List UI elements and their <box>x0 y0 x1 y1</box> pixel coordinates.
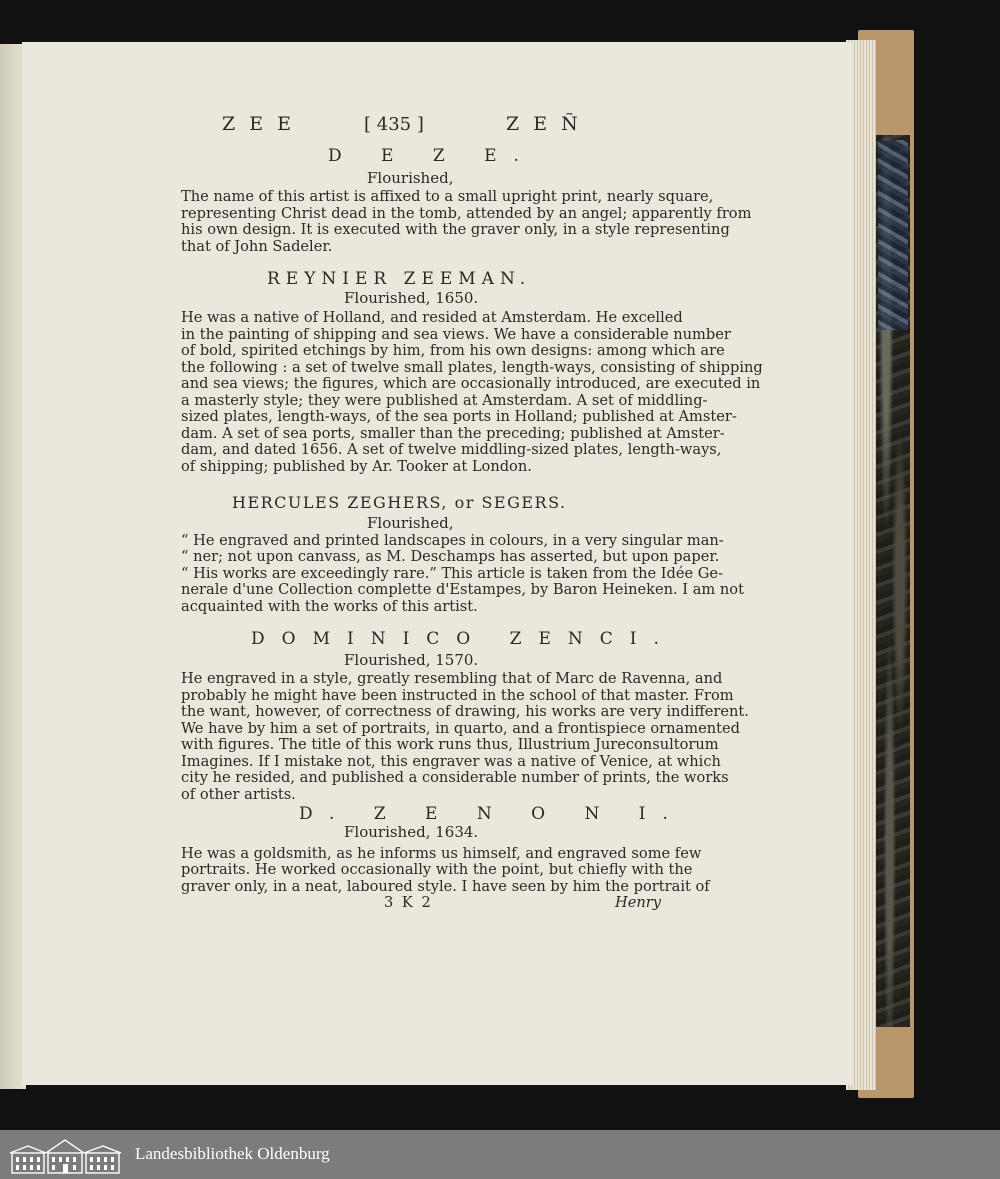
text-line: He was a goldsmith, as he informs us himself, and engraved some few <box>181 845 702 862</box>
text-line: nerale d'une Collection complette d'Estampes, by Baron Heineken. I am not <box>181 581 744 598</box>
text-line: portraits. He worked occasionally with the point, but chiefly with the <box>181 861 693 878</box>
text-line: the following : a set of twelve small plates, length-ways, consisting of shipping <box>181 359 763 376</box>
library-footer-bar <box>0 1130 1000 1179</box>
entry-name: D. Z E N O N I. <box>299 804 685 824</box>
text-line: in the painting of shipping and sea views. We have a considerable number <box>181 326 731 343</box>
text-line: graver only, in a neat, laboured style. I have seen by him the portrait of <box>181 878 710 895</box>
text-line: representing Christ dead in the tomb, attended by an angel; apparently from <box>181 205 752 222</box>
text-line: “ ner; not upon canvass, as M. Deschamps has asserted, but upon paper. <box>181 548 720 565</box>
text-line: We have by him a set of portraits, in quarto, and a frontispiece ornamented <box>181 720 740 737</box>
entry-name: REYNIER ZEEMAN. <box>267 269 532 289</box>
catchword: Henry <box>615 894 661 911</box>
text-line: a masterly style; they were published at Amsterdam. A set of middling- <box>181 392 708 409</box>
page-number: [ 435 ] <box>364 114 424 135</box>
text-line: He engraved in a style, greatly resembling that of Marc de Ravenna, and <box>181 670 723 687</box>
entry-flourished: Flourished, 1634. <box>344 823 479 841</box>
entry-name: HERCULES ZEGHERS, or SEGERS. <box>232 493 567 512</box>
text-line: dam, and dated 1656. A set of twelve middling-sized plates, length-ways, <box>181 441 722 458</box>
text-line: with figures. The title of this work runs thus, Illustrium Jureconsultorum <box>181 736 719 753</box>
entry-flourished: Flourished, 1570. <box>344 651 479 669</box>
entry-name: DOMINICO ZENCI. <box>251 629 676 649</box>
entry-flourished: Flourished, <box>367 514 454 532</box>
text-line: of bold, spirited etchings by him, from his own designs: among which are <box>181 342 725 359</box>
text-line: “ He engraved and printed landscapes in colours, in a very singular man- <box>181 532 724 549</box>
library-name: Landesbibliothek Oldenburg <box>135 1144 330 1163</box>
running-head-left: ZEE <box>222 113 305 135</box>
text-line: The name of this artist is affixed to a small upright print, nearly square, <box>181 188 714 205</box>
book-page <box>22 42 852 1085</box>
text-line: acquainted with the works of this artist. <box>181 598 478 615</box>
text-line: He was a native of Holland, and resided at Amsterdam. He excelled <box>181 309 683 326</box>
marbled-endpaper-blue <box>878 140 908 330</box>
text-line: “ His works are exceedingly rare.” This article is taken from the Idée Ge- <box>181 565 723 582</box>
text-line: city he resided, and published a considerable number of prints, the works <box>181 769 729 786</box>
text-line: the want, however, of correctness of drawing, his works are very indifferent. <box>181 703 749 720</box>
entry-name: D E Z E. <box>328 146 536 166</box>
text-line: Imagines. If I mistake not, this engraver was a native of Venice, at which <box>181 753 721 770</box>
text-line: of other artists. <box>181 786 296 803</box>
entry-flourished: Flourished, <box>367 169 454 187</box>
entry-flourished: Flourished, 1650. <box>344 289 479 307</box>
library-building-logo <box>8 1137 123 1174</box>
text-line: of shipping; published by Ar. Tooker at London. <box>181 458 532 475</box>
text-line: and sea views; the figures, which are occasionally introduced, are executed in <box>181 375 761 392</box>
text-line: dam. A set of sea ports, smaller than the preceding; published at Amster- <box>181 425 725 442</box>
running-head-right: ZEÑ <box>506 113 592 135</box>
text-line: probably he might have been instructed in the school of that master. From <box>181 687 734 704</box>
text-line: his own design. It is executed with the graver only, in a style representing <box>181 221 730 238</box>
text-line: sized plates, length-ways, of the sea ports in Holland; published at Amster- <box>181 408 737 425</box>
text-line: that of John Sadeler. <box>181 238 333 255</box>
signature-mark: 3 K 2 <box>384 894 433 911</box>
